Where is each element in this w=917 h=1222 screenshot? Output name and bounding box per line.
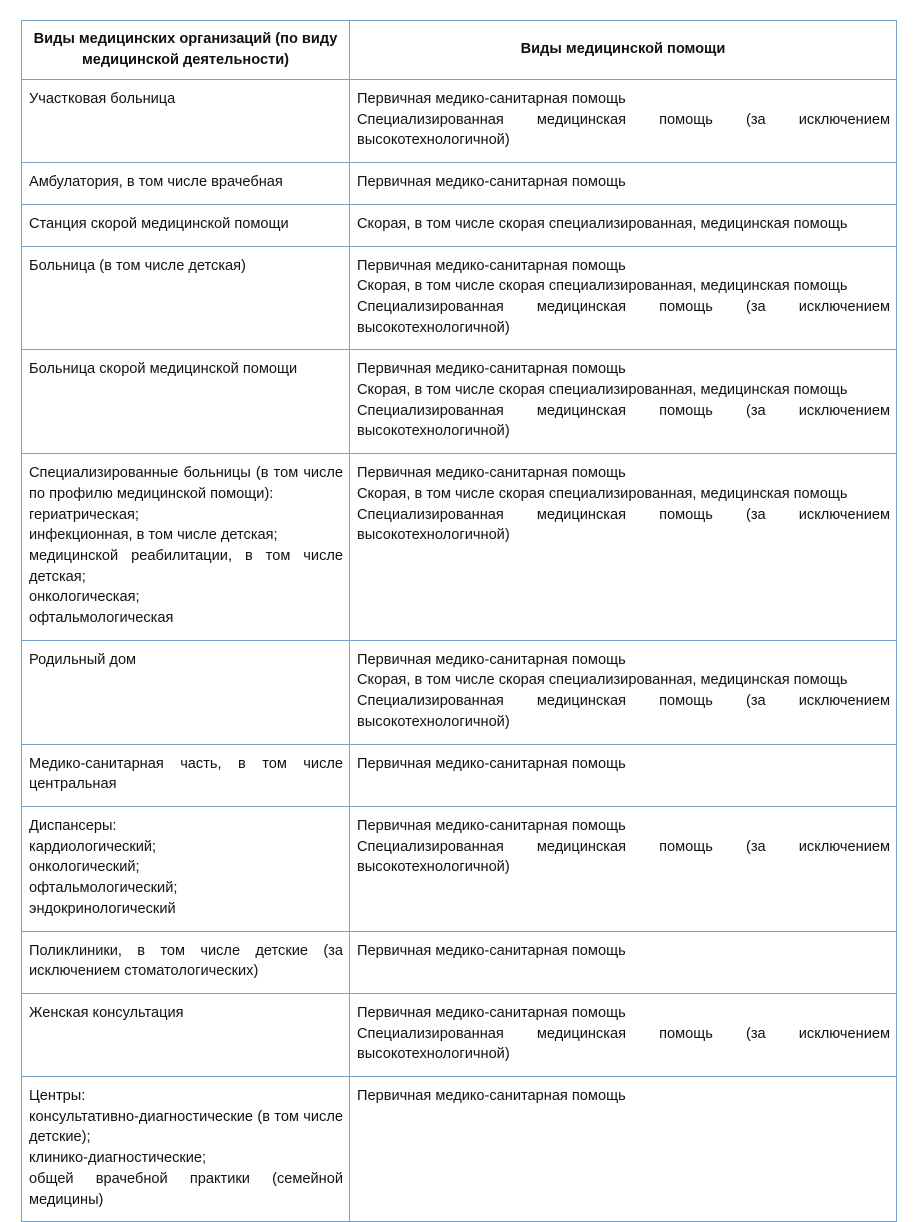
medical-organizations-table [21, 20, 897, 1222]
organization-type-cell [22, 454, 350, 641]
organization-type-line: Больница (в том числе детская) [29, 257, 246, 274]
organization-type-line: инфекционная, в том числе детская; [29, 527, 278, 544]
organization-type-cell [22, 640, 350, 744]
care-type-line: Первичная медико-санитарная помощь [357, 942, 626, 959]
care-type-line: Первичная медико-санитарная помощь [357, 1004, 626, 1021]
care-type-line: Первичная медико-санитарная помощь [357, 755, 626, 772]
table-row [22, 246, 897, 350]
organization-type-line: Диспансеры: [29, 817, 117, 834]
organization-type-line: гериатрическая; [29, 506, 139, 523]
table-row [22, 744, 897, 806]
organization-type-cell [22, 806, 350, 931]
care-type-cell [350, 806, 897, 931]
care-type-line: Первичная медико-санитарная помощь [357, 1088, 626, 1105]
table-row [22, 163, 897, 205]
table-row [22, 931, 897, 993]
organization-type-cell [22, 163, 350, 205]
table-row [22, 80, 897, 163]
care-type-cell [350, 80, 897, 163]
care-type-cell [350, 640, 897, 744]
organization-type-line: офтальмологическая [29, 610, 174, 627]
table-row [22, 204, 897, 246]
care-type-line: Первичная медико-санитарная помощь [357, 361, 626, 378]
organization-type-cell [22, 744, 350, 806]
organization-type-cell [22, 80, 350, 163]
organization-type-line: консультативно-диагностические (в том числе детские); [29, 1108, 343, 1146]
organization-type-line: Станция скорой медицинской помощи [29, 215, 289, 232]
organization-type-line: Участковая больница [29, 91, 176, 107]
care-type-line: Первичная медико-санитарная помощь [357, 651, 626, 668]
table-row [22, 454, 897, 641]
care-type-line: Специализированная медицинская помощь (за исключением высокотехнологичной) [357, 1025, 890, 1063]
table-row [22, 640, 897, 744]
header-organization-types: Виды медицинских организаций (по виду медицинской деятельности) [22, 21, 350, 80]
organization-type-line: медицинской реабилитации, в том числе детская; [29, 547, 343, 585]
table-row [22, 993, 897, 1076]
organization-type-line: онкологический; [29, 859, 140, 876]
organization-type-line: общей врачебной практики (семейной медицины) [29, 1170, 343, 1208]
header-care-types: Виды медицинской помощи [350, 21, 897, 80]
care-type-line: Специализированная медицинская помощь (за исключением высокотехнологичной) [357, 298, 890, 336]
care-type-line: Первичная медико-санитарная помощь [357, 91, 626, 107]
care-type-line: Первичная медико-санитарная помощь [357, 174, 626, 191]
care-type-cell [350, 163, 897, 205]
organization-type-line: клинико-диагностические; [29, 1150, 207, 1167]
care-type-line: Специализированная медицинская помощь (за исключением высокотехнологичной) [357, 402, 890, 440]
organization-type-line: онкологическая; [29, 589, 140, 606]
table-body [22, 80, 897, 1222]
organization-type-cell [22, 204, 350, 246]
table-header-row [22, 21, 897, 80]
care-type-line: Скорая, в том числе скорая специализированная, медицинская помощь [357, 278, 848, 295]
care-type-line: Первичная медико-санитарная помощь [357, 817, 626, 834]
care-type-cell [350, 454, 897, 641]
organization-type-line: Центры: [29, 1088, 86, 1105]
care-type-line: Скорая, в том числе скорая специализированная, медицинская помощь [357, 485, 848, 502]
organization-type-line: Женская консультация [29, 1004, 184, 1021]
organization-type-line: Больница скорой медицинской помощи [29, 361, 298, 378]
care-type-cell [350, 246, 897, 350]
organization-type-line: эндокринологический [29, 900, 176, 917]
care-type-cell [350, 931, 897, 993]
care-type-line: Специализированная медицинская помощь (за исключением высокотехнологичной) [357, 693, 890, 730]
organization-type-line: Родильный дом [29, 651, 137, 668]
organization-type-cell [22, 993, 350, 1076]
organization-type-line: Поликлиники, в том числе детские (за исключением стоматологических) [29, 942, 343, 980]
care-type-line: Специализированная медицинская помощь (за исключением высокотехнологичной) [357, 838, 890, 876]
care-type-line: Скорая, в том числе скорая специализированная, медицинская помощь [357, 382, 848, 399]
organization-type-cell [22, 246, 350, 350]
organization-type-line: офтальмологический; [29, 880, 178, 897]
care-type-line: Первичная медико-санитарная помощь [357, 257, 626, 274]
organization-type-line: кардиологический; [29, 838, 157, 855]
care-type-line: Скорая, в том числе скорая специализированная, медицинская помощь [357, 672, 848, 689]
care-type-line: Скорая, в том числе скорая специализированная, медицинская помощь [357, 215, 848, 232]
table-row [22, 350, 897, 454]
organization-type-cell [22, 350, 350, 454]
care-type-line: Специализированная медицинская помощь (за исключением высокотехнологичной) [357, 111, 890, 149]
organization-type-line: Специализированные больницы (в том числе по профилю медицинской помощи): [29, 465, 343, 502]
care-type-cell [350, 744, 897, 806]
table-row [22, 806, 897, 931]
care-type-line: Специализированная медицинская помощь (за исключением высокотехнологичной) [357, 506, 890, 544]
care-type-cell [350, 204, 897, 246]
organization-type-line: Амбулатория, в том числе врачебная [29, 174, 283, 191]
care-type-line: Первичная медико-санитарная помощь [357, 465, 626, 482]
care-type-cell [350, 993, 897, 1076]
organization-type-cell [22, 931, 350, 993]
care-type-cell [350, 350, 897, 454]
organization-type-line: Медико-санитарная часть, в том числе центральная [29, 755, 343, 793]
